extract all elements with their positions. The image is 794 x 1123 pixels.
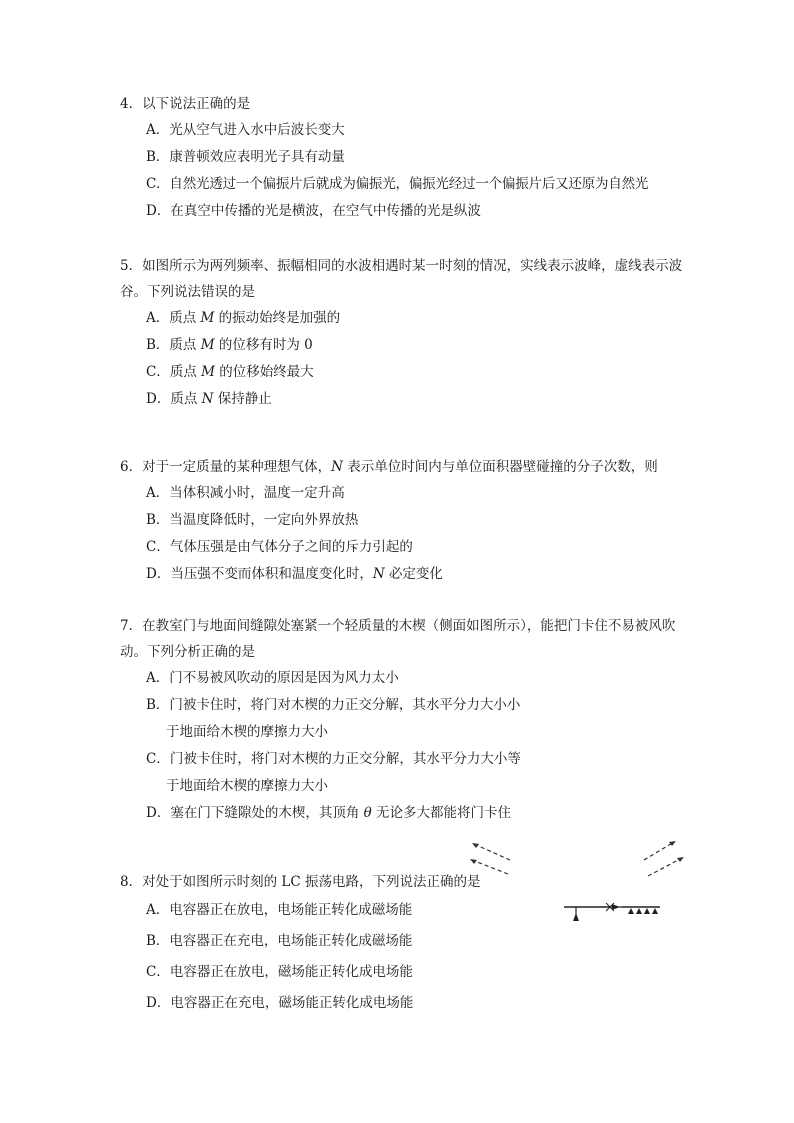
question-8-option-d: D．电容器正在充电，磁场能正转化成电场能 xyxy=(146,995,414,1011)
question-8 xyxy=(120,869,690,1019)
question-6-stem: 6．对于一定质量的某种理想气体，N 表示单位时间内与单位面积器壁碰撞的分子次数，则 xyxy=(120,459,658,475)
question-6-option-c: C．气体压强是由气体分子之间的斥力引起的 xyxy=(146,539,413,555)
question-5-option-c: C．质点 M 的位移始终最大 xyxy=(146,364,314,380)
question-7-option-c-continued: 于地面给木楔的摩擦力大小 xyxy=(166,778,328,794)
question-6 xyxy=(120,454,690,588)
question-4-option-d: D．在真空中传播的光是横波，在空气中传播的光是纵波 xyxy=(146,203,481,219)
question-5-option-b: B．质点 M 的位移有时为 0 xyxy=(146,337,313,353)
question-8-option-b: B．电容器正在充电，电场能正转化成磁场能 xyxy=(146,933,413,949)
question-7-option-d: D．塞在门下缝隙处的木楔，其顶角 θ 无论多大都能将门卡住 xyxy=(146,805,512,821)
question-7-option-b: B．门被卡住时，将门对木楔的力正交分解，其水平分力大小小 xyxy=(146,697,521,713)
question-4-option-a: A．光从空气进入水中后波长变大 xyxy=(146,122,345,138)
question-7-option-c: C．门被卡住时，将门对木楔的力正交分解，其水平分力大小等 xyxy=(146,751,521,767)
question-5-stem: 5．如图所示为两列频率、振幅相同的水波相遇时某一时刻的情况，实线表示波峰，虚线表示波谷。下列说法错误的是 xyxy=(120,258,683,300)
question-5-option-d: D．质点 N 保持静止 xyxy=(146,391,272,407)
question-4-option-c: C．自然光透过一个偏振片后就成为偏振光，偏振光经过一个偏振片后又还原为自然光 xyxy=(146,176,649,192)
question-5-option-a: A．质点 M 的振动始终是加强的 xyxy=(146,310,341,326)
figure-dashed-arrows-left xyxy=(462,838,522,878)
question-5 xyxy=(120,253,690,413)
question-7-option-b-continued: 于地面给木楔的摩擦力大小 xyxy=(166,724,328,740)
question-7 xyxy=(120,613,690,827)
question-4 xyxy=(120,91,690,225)
question-7-stem: 7．在教室门与地面间缝隙处塞紧一个轻质量的木楔（侧面如图所示），能把门卡住不易被风吹动。下列分析正确的是 xyxy=(120,618,676,660)
question-8-option-c: C．电容器正在放电，磁场能正转化成电场能 xyxy=(146,964,413,980)
question-6-option-a: A．当体积减小时，温度一定升高 xyxy=(146,485,345,501)
question-6-option-d: D．当压强不变而体积和温度变化时，N 必定变化 xyxy=(146,566,443,582)
question-6-option-b: B．当温度降低时，一定向外界放热 xyxy=(146,512,359,528)
figure-dashed-arrows-right xyxy=(636,834,696,879)
question-4-option-b: B．康普顿效应表明光子具有动量 xyxy=(146,149,345,165)
question-7-option-a: A．门不易被风吹动的原因是因为风力太小 xyxy=(146,670,399,686)
figure-lc-circuit-fragment xyxy=(560,897,670,927)
question-8-stem: 8．对处于如图所示时刻的 LC 振荡电路，下列说法正确的是 xyxy=(120,874,481,890)
question-8-option-a: A．电容器正在放电，电场能正转化成磁场能 xyxy=(146,902,413,918)
question-4-stem: 4．以下说法正确的是 xyxy=(120,96,251,112)
